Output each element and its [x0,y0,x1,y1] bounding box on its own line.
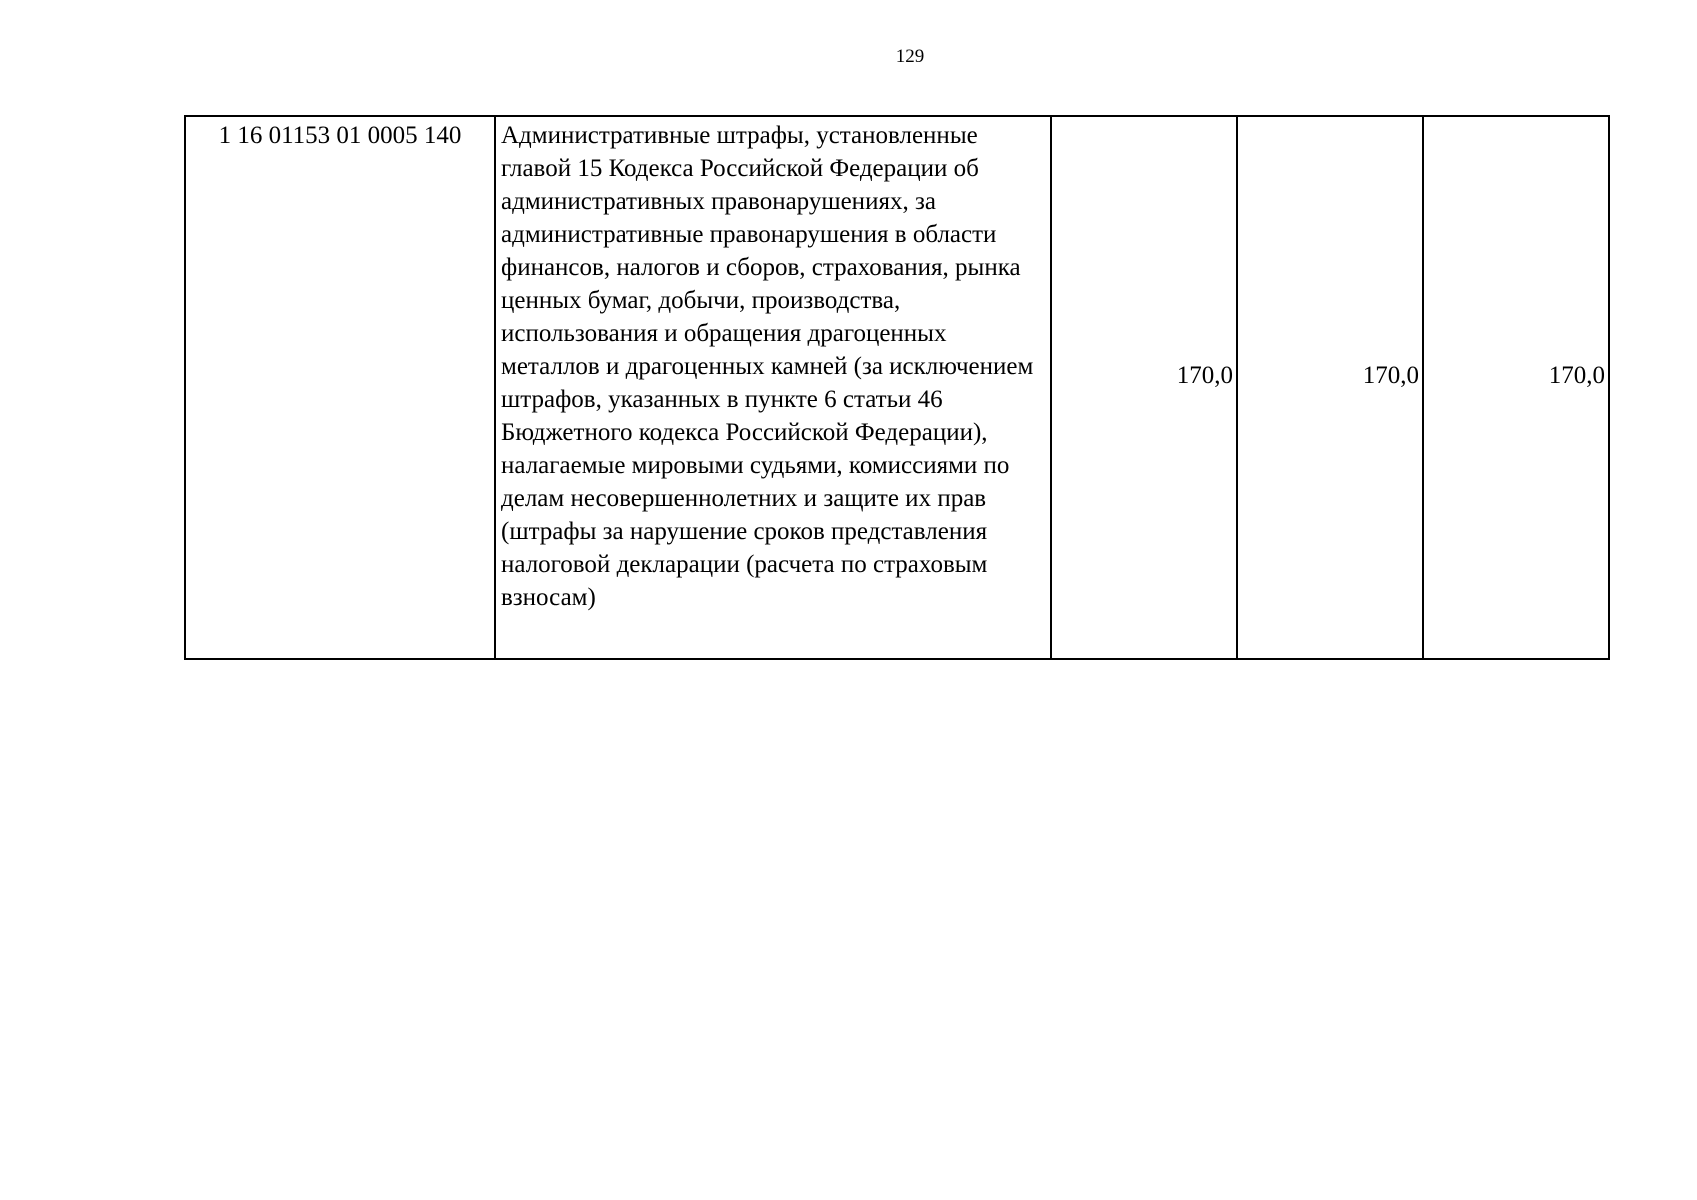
budget-table [184,115,1610,660]
table-row [185,116,1609,659]
amount-year-2: 170,0 [1237,116,1423,659]
amount-year-1: 170,0 [1051,116,1237,659]
income-description: Административные штрафы, установленные главой 15 Кодекса Российской Федерации об административных правонарушениях, за административные правонарушения в области финансов, налогов и сборов, страхования, рынка ценных бумаг, добычи, производства, использования и обращения драгоценных металлов и драгоценных камней (за исключением штрафов, указанных в пункте 6 статьи 46 Бюджетного кодекса Российской Федерации), налагаемые мировыми судьями, комиссиями по делам несовершеннолетних и защите их прав (штрафы за нарушение сроков представления налоговой декларации (расчета по страховым взносам) [495,116,1051,659]
budget-classification-code: 1 16 01153 01 0005 140 [185,116,495,659]
page-number: 129 [895,46,925,67]
amount-year-3: 170,0 [1423,116,1609,659]
